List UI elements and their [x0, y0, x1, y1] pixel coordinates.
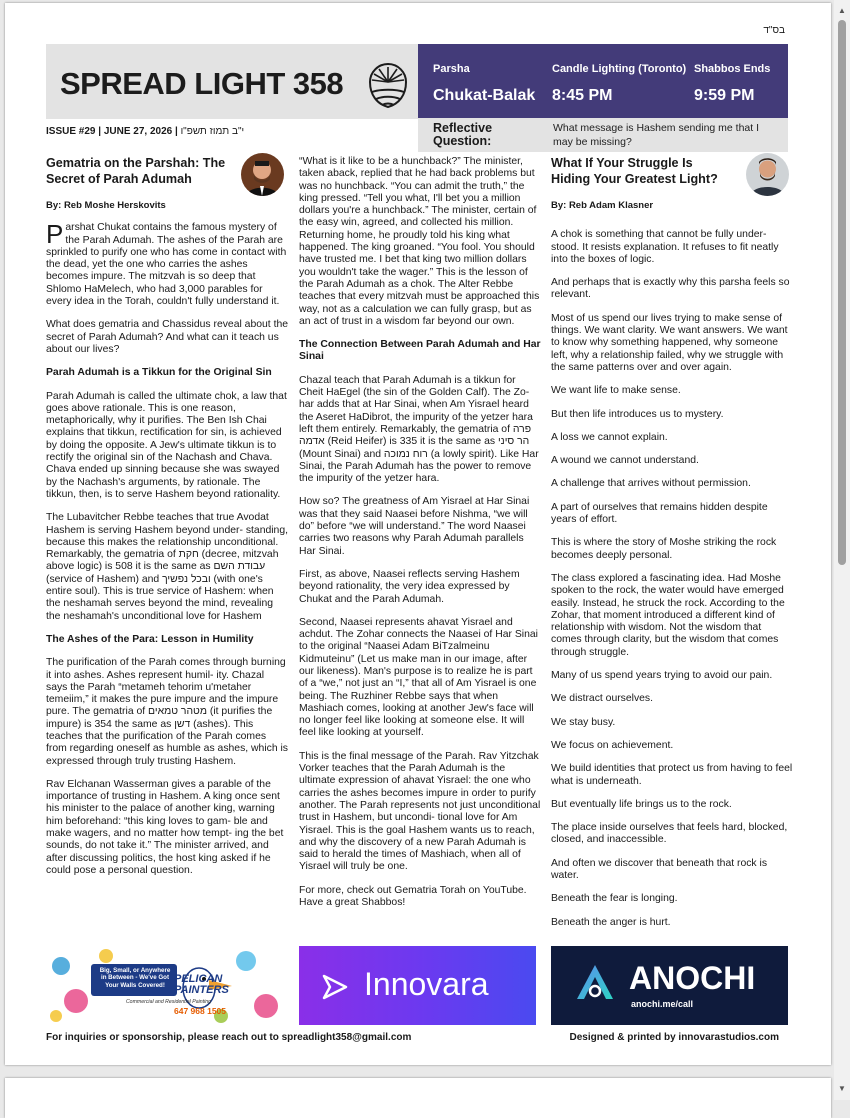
article-paragraph: We stay busy. — [551, 716, 616, 728]
hebrew-date: י"ב תמוז תשפ"ו — [180, 126, 245, 137]
reflective-question-text: What message is Hashem sending me that I may be missing? — [553, 122, 760, 148]
article-title: What If Your Struggle Is Hiding Your Greatest Light? — [551, 156, 718, 186]
author-photo-icon — [746, 153, 789, 196]
pelican-brand: PELICAN PAINTERS — [174, 973, 229, 996]
anochi-url: anochi.me/call — [631, 999, 694, 1009]
parsha-name: Chukat-Balak — [433, 87, 536, 104]
article-paragraph: A wound we cannot understand. — [551, 455, 699, 467]
footer-credit: Designed & printed by innovarastudios.com — [569, 1032, 779, 1043]
article-paragraph: But then life introduces us to mystery. — [551, 408, 724, 420]
article-paragraph: We distract ourselves. — [551, 693, 654, 705]
drop-cap: P — [46, 219, 64, 250]
article-paragraph: The class explored a fascinating idea. Had Moshe spoken to the rock, the water would have emerged easily. Instead, he struck the rock. According to the Zohar, that moment introduced a different kind of relationship with wisdom. Not the wisdom that comes through clarity, but the wisdom that comes through struggle. — [551, 572, 785, 658]
article-paragraph: “What is it like to be a hunchback?” The minister, taken aback, replied that he had back problems but was no hunchback. “You can admit the truth,” the king pressed. “Tell you what, I'll bet you a million dollars you're a hunchback.” The minister, certain of the easy win, agreed, and collected his million. Returning home, he proudly told his king what happened. The king groaned. “You fool. You should have trusted me. I bet that king two million dollars you wouldn't take the wager.” This is the lesson of the Parah Adumah as a chok. The Alter Rebbe teaches that every mitzvah must be approached this way, not as a calculation we can fully grasp, but as an act of trust in a wisdom far beyond our own. — [299, 156, 540, 327]
article-paragraph: And perhaps that is exactly why this parsha feels so relevant. — [551, 277, 790, 301]
article-paragraph: Most of us spend our lives trying to make sense of things. We want clarity. We want answers. We want to know why something happened, why someone left, why a relationship failed, why we struggle with the same patterns over and over again. — [551, 312, 788, 373]
anochi-brand: ANOCHI — [629, 960, 756, 996]
article-paragraph: The place inside ourselves that feels hard, blocked, closed, and inaccessible. — [551, 822, 788, 846]
newsletter-page — [5, 3, 831, 1065]
pelican-slogan: Big, Small, or Anywhere in Between - We've Got Your Walls Covered! — [99, 967, 171, 989]
article-paragraph: The purification of the Parah comes through burning it into ashes. Ashes represent humil- ity. Chazal says the Parah “metameh tehorim u'metaher temeiim,” it makes the pure impure and the impure pure. The gematria of מטהר טמאים (it purifies the impure) is 354 the same as דשן (ashes). This teaches that the purification of the Parah comes from regarding oneself as humble as ashes, which is expressed through truly trusting Hashem. — [46, 657, 288, 767]
innovara-brand: Innovara — [364, 966, 489, 1002]
article-paragraph: A part of ourselves that remains hidden despite years of effort. — [551, 501, 768, 526]
masthead — [46, 44, 418, 119]
footer-contact: For inquiries or sponsorship, please reach out to spreadlight358@gmail.com — [46, 1032, 412, 1043]
author-photo-icon — [241, 153, 284, 196]
article-paragraph: The Lubavitcher Rebbe teaches that true Avodat Hashem is serving Hashem beyond under- standing, because this makes the relationship unconditional. Remarkably, the gematria of חקת (decree, mitzvah above logic) is 508 it is the same as עבודת השם (service of Hashem) and ובכל נפשיך (with one's entire soul). This is true service of Hashem: when the neshamah serves beyond the mind, revealing the neshamah's unconditional love for Hashem — [46, 512, 288, 622]
article-gematria — [46, 156, 288, 888]
byline: By: Reb Adam Klasner — [551, 200, 654, 211]
vertical-scrollbar[interactable] — [834, 0, 850, 1100]
sunrise-logo-icon — [365, 55, 411, 109]
reflective-question-box — [418, 118, 788, 152]
reflective-question-label: Reflective Question: — [433, 121, 493, 148]
play-arrow-icon — [321, 973, 349, 1001]
article-body — [551, 229, 793, 929]
bsd-mark: בס"ד — [763, 25, 785, 36]
article-gematria-continued — [299, 156, 541, 920]
article-paragraph: A challenge that arrives without permission. — [551, 478, 751, 490]
shabbos-ends-time: 9:59 PM — [694, 87, 755, 104]
pelican-tagline: Commercial and Residential Painting — [125, 999, 211, 1005]
ad-anochi[interactable] — [551, 946, 788, 1025]
article-paragraph: This is the final message of the Parah. Rav Yitzchak Vorker teaches that the Parah Adumah is the ultimate expression of ahavat Yisrael: the one who carries the ashes becomes impure in order to purify another. The Parah represents not just unconditional trust in Hashem, but uncondi- tional love for Am Yisrael. This is the goal Hashem wants us to reach, and why the discovery of a new Parah Adumah is said to herald the times of Mashiach, when all of Yisrael will truly be one. — [299, 750, 541, 873]
article-paragraph: Chazal teach that Parah Adumah is a tikkun for Cheit HaEgel (the sin of the Golden Calf). The Zo- har adds that at Har Sinai, when Am Yisrael heard the Aseret HaDibrot, the impurity of the yetzer hara left them entirely. Remarkably, the gematria of פרה אדמה (Reid Heifer) is 335 it is the same as הר סיני (Mount Sinai) and רוח נמוכה (a lowly spirit). Like Har Sinai, the Parah Adumah has the power to remove the impurity of the yetzer hara. — [299, 374, 539, 485]
parsha-label: Parsha — [433, 63, 470, 75]
article-paragraph: What does gematria and Chassidus reveal about the secret of Parah Adumah? And what can it teach us about our lives? — [46, 319, 289, 355]
section-heading: The Ashes of the Para: Lesson in Humility — [46, 633, 254, 645]
article-paragraph: Parah Adumah is called the ultimate chok, a law that goes above rationale. This is one reason, metaphorically, why it purifies. The Ben Ish Chai explains that tikkun, rectification for sin, is achieved by doing the opposite. A Jew's ultimate tikkun is to rectify the original sin of the Nachash and Chava. Chava ended up sinning because she was swayed by the Nachash's arguments, by rationale. The tikkun, then, is to serve Hashem beyond rationality. — [46, 390, 287, 500]
shabbos-ends-label: Shabbos Ends — [694, 63, 771, 75]
article-paragraph: How so? The greatness of Am Yisrael at Har Sinai was that they said Naasei before Nishma, “we will do” before “we will understand.” The word Naasei carries two reasons why Parah Adumah parallels Har Sinai. — [299, 496, 530, 557]
article-paragraph: Beneath the fear is longing. — [551, 893, 678, 905]
author-photo-herskovits — [241, 153, 284, 196]
article-paragraph: Rav Elchanan Wasserman gives a parable of the importance of trusting in Hashem. A king once sent his minister to the palace of another king, warning him beforehand: “this king loves to gam- ble and make wagers, and no matter how tempt- ing the bet sounds, do not take it.” The minister arrived, and after discussing politics, the host king asked if he could pose a personal question. — [46, 778, 284, 876]
scroll-down-arrow-icon[interactable]: ▼ — [838, 1084, 846, 1093]
article-paragraph: A loss we cannot explain. — [551, 431, 668, 443]
article-paragraph: Beneath the anger is hurt. — [551, 916, 671, 928]
article-paragraph: For more, check out Gematria Torah on YouTube. Have a great Shabbos! — [299, 884, 527, 909]
article-paragraph: And often we discover that beneath that rock is water. — [551, 857, 768, 881]
scroll-thumb[interactable] — [838, 20, 846, 565]
article-paragraph: This is where the story of Moshe striking the rock becomes deeply personal. — [551, 537, 777, 561]
issue-line — [46, 126, 244, 137]
ad-innovara[interactable] — [299, 946, 536, 1025]
issue-date: ISSUE #29 | JUNE 27, 2026 | — [46, 126, 178, 137]
candle-lighting-label: Candle Lighting (Toronto) — [552, 63, 687, 75]
article-paragraph: We build identities that protect us from having to feel what is underneath. — [551, 763, 793, 787]
article-paragraph: But eventually life brings us to the rock. — [551, 798, 732, 810]
article-paragraph: We focus on achievement. — [551, 739, 674, 751]
article-title: Gematria on the Parshah: The Secret of Parah Adumah — [46, 156, 226, 186]
article-struggle — [551, 156, 793, 940]
next-page-preview — [5, 1078, 831, 1118]
pelican-phone: 647 968 1505 — [174, 1006, 226, 1016]
byline: By: Reb Moshe Herskovits — [46, 200, 166, 211]
parsha-info-bar — [418, 44, 788, 119]
article-paragraph: Many of us spend years trying to avoid our pain. — [551, 670, 773, 682]
section-heading: Parah Adumah is a Tikkun for the Original Sin — [46, 367, 272, 379]
ad-pelican-painters[interactable] — [46, 946, 283, 1025]
article-paragraph: Parshat Chukat contains the famous mystery of the Parah Adumah. The ashes of the Parah are sprinkled to purify one who has come in contact with the dead, yet the one who carries the ashes becomes impure. The mitzvah is so deep that Shlomo HaMelech, who had 3,000 parables for every idea in the Torah, couldn't fully understand it. — [46, 219, 287, 308]
article-paragraph: We want life to make sense. — [551, 385, 681, 397]
newsletter-title: SPREAD LIGHT 358 — [60, 66, 344, 101]
anochi-logo-icon — [573, 961, 617, 1005]
author-photo-klasner — [746, 153, 789, 196]
article-paragraph: First, as above, Naasei reflects serving Hashem beyond rationality, the very idea expressed by Chukat and the Parah Adumah. — [299, 568, 520, 605]
article-paragraph: Second, Naasei represents ahavat Yisrael and achdut. The Zohar connects the Naasei of Har Sinai to the original “Naasei Adam BiTzalmeinu Kidmuteinu” (Let us make man in our image, after our likeness). Man's purpose is to realize he is part of a “we,” not just an “I,” that all of Am Yisrael is one being. The Ruzhiner Rebbe says that when Mashiach comes, looking at another Jew's face will no longer feel like looking at someone else. It will feel like looking at yourself. — [299, 616, 538, 739]
section-heading: The Connection Between Parah Adumah and Har Sinai — [299, 339, 541, 363]
candle-lighting-time: 8:45 PM — [552, 87, 613, 104]
scroll-up-arrow-icon[interactable]: ▲ — [838, 6, 846, 15]
article-paragraph: A chok is something that cannot be fully under- stood. It resists explanation. It refuses to fit neatly into the boxes of logic. — [551, 229, 779, 265]
